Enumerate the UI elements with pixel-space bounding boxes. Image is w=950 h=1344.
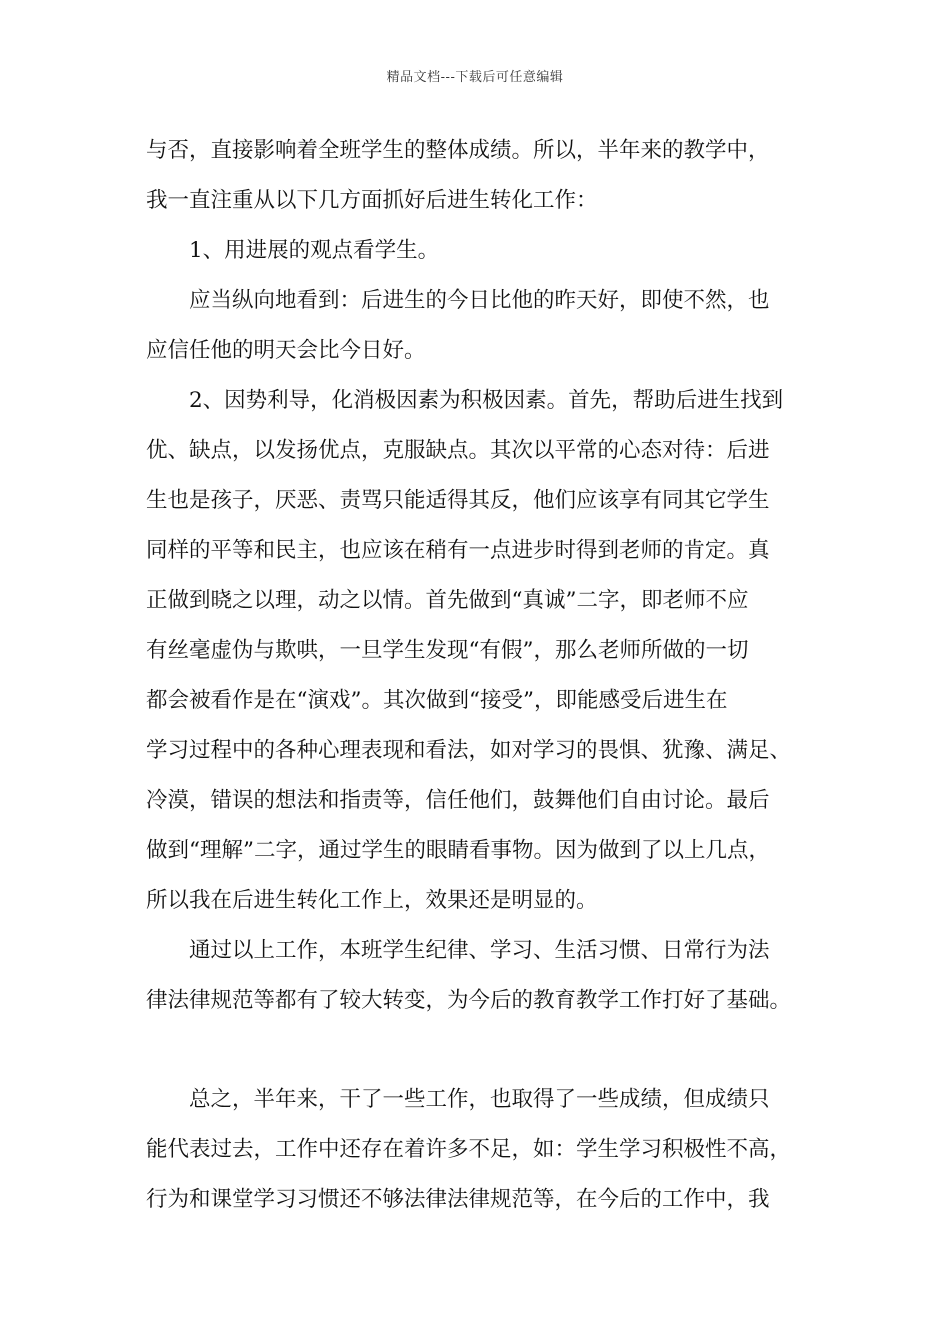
text-line: 所以我在后进生转化工作上，效果还是明显的。 [146,888,598,913]
text-line: 做到“理解”二字，通过学生的眼睛看事物。因为做到了以上几点， [146,838,770,863]
text-line: 学习过程中的各种心理表现和看法，如对学习的畏惧、犹豫、满足、 [146,738,792,763]
text-line: 1、用进展的观点看学生。 [189,238,440,263]
text-line: 同样的平等和民主，也应该在稍有一点进步时得到老师的肯定。真 [146,538,770,563]
text-line: 总之，半年来，干了一些工作，也取得了一些成绩，但成绩只 [189,1087,770,1112]
text-line: 能代表过去，工作中还存在着许多不足，如：学生学习积极性不高， [146,1137,792,1162]
text-line: 通过以上工作，本班学生纪律、学习、生活习惯、日常行为法 [189,938,770,963]
text-line: 我一直注重从以下几方面抓好后进生转化工作： [146,188,598,213]
text-line: 行为和课堂学习习惯还不够法律法律规范等，在今后的工作中，我 [146,1187,770,1212]
page-header: 精品文档---下载后可任意编辑 [386,70,564,85]
text-line: 与否，直接影响着全班学生的整体成绩。所以，半年来的教学中， [146,138,770,163]
text-line: 律法律规范等都有了较大转变，为今后的教育教学工作打好了基础。 [146,988,792,1013]
text-line: 应信任他的明天会比今日好。 [146,338,426,363]
text-line: 生也是孩子，厌恶、责骂只能适得其反，他们应该享有同其它学生 [146,488,770,513]
text-line: 优、缺点，以发扬优点，克服缺点。其次以平常的心态对待：后进 [146,438,770,463]
text-line: 有丝毫虚伪与欺哄，一旦学生发现“有假”，那么老师所做的一切 [146,638,749,663]
text-line: 应当纵向地看到：后进生的今日比他的昨天好，即使不然，也 [189,288,770,313]
text-line: 都会被看作是在“演戏”。其次做到“接受”，即能感受后进生在 [146,688,728,713]
text-line: 冷漠，错误的想法和指责等，信任他们，鼓舞他们自由讨论。最后 [146,788,770,813]
text-line: 正做到晓之以理，动之以情。首先做到“真诚”二字，即老师不应 [146,588,749,613]
text-line: 2、因势利导，化消极因素为积极因素。首先，帮助后进生找到 [189,388,784,413]
